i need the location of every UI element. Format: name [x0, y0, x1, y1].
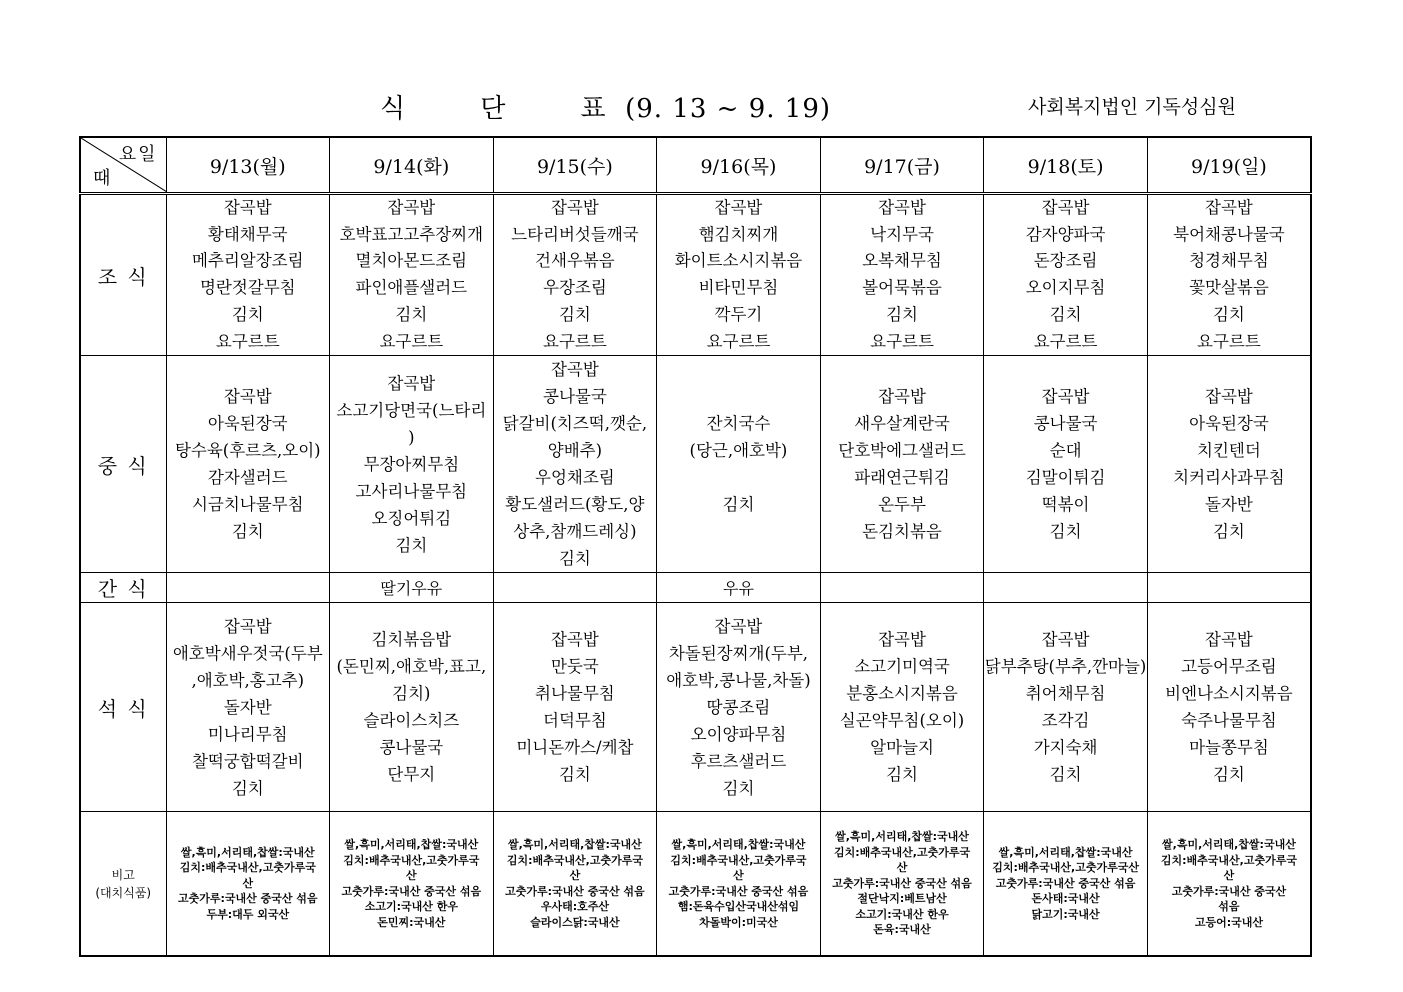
menu-item: 감자양파국 [1025, 224, 1106, 244]
menu-item: 고등어무조림 [1181, 657, 1277, 677]
lunch-cell [166, 356, 330, 573]
menu-item: 잡곡밥 [550, 360, 599, 380]
menu-item: 비엔나소시지볶음 [1165, 684, 1293, 704]
menu-item: 오복채무침 [862, 251, 942, 271]
menu-item: 잡곡밥 [714, 616, 763, 636]
note-line: 산 [242, 876, 254, 890]
menu-item: 김치 [722, 495, 755, 515]
menu-item: 탕수육(후르츠,오이) [174, 441, 321, 461]
menu-item: 김치볶음밥 [371, 630, 452, 650]
menu-item: 잡곡밥 [387, 373, 436, 393]
menu-item: 취나물무침 [535, 684, 615, 704]
snack-cell [1147, 573, 1311, 603]
menu-item: 잡곡밥 [878, 198, 926, 217]
menu-item: 요구르트 [1033, 331, 1098, 351]
notes-label-cell [80, 812, 166, 956]
menu-item: 김치 [231, 522, 264, 542]
note-line: 우사태:호주산 [540, 900, 609, 914]
menu-item: 오징어튀김 [371, 508, 452, 528]
note-line: 김치:배추국내산,고춧가루국 [343, 853, 480, 867]
day-header: 9/19(일) [1147, 137, 1311, 194]
menu-item: 숙주나물무침 [1181, 711, 1277, 731]
page-title: 식 단 표 (9. 13 ~ 9. 19) [380, 94, 832, 124]
meal-label: 석 식 [80, 603, 166, 812]
menu-item: 가지숙채 [1033, 738, 1098, 758]
dinner-cell [166, 603, 330, 812]
menu-item: 김치 [1049, 304, 1082, 324]
menu-item: 오이양파무침 [690, 724, 787, 744]
snack-row [80, 573, 1311, 603]
menu-item: 잡곡밥 [1205, 630, 1253, 650]
menu-item: 잡곡밥 [1205, 198, 1253, 217]
note-line: 쌀,흑미,서리태,찹쌀:국내산 [507, 838, 642, 852]
menu-item: 잡곡밥 [550, 198, 599, 217]
note-line: 김치:배추국내산,고춧가루국 [1160, 853, 1297, 867]
menu-item: 미니돈까스/케찹 [516, 738, 634, 758]
menu-item: 멸치아몬드조림 [355, 251, 468, 271]
meal-label: 간 식 [80, 573, 166, 603]
notes-row [80, 812, 1311, 956]
day-header: 9/14(화) [330, 137, 494, 194]
menu-item: 잡곡밥 [714, 198, 763, 217]
dinner-cell [820, 603, 984, 812]
menu-item: 요구르트 [706, 331, 771, 351]
menu-item: 콩나물국 [543, 387, 607, 407]
note-line: 고춧가루:국내산 중국산 섞음 [341, 884, 482, 898]
menu-item: 잡곡밥 [1205, 387, 1253, 407]
menu-item: 메추리알장조림 [191, 251, 304, 271]
note-line: 쌀,흑미,서리태,찹쌀:국내산 [344, 838, 479, 852]
menu-item: 김치) [392, 684, 431, 704]
menu-item: 잡곡밥 [550, 630, 599, 650]
menu-item: 후르츠샐러드 [690, 751, 787, 771]
note-line: 슬라이스닭:국내산 [530, 915, 620, 929]
menu-item: 아욱된장국 [1189, 414, 1269, 434]
menu-item: 애호박새우젓국(두부 [172, 643, 323, 663]
note-line: 소고기:국내산 한우 [364, 900, 458, 914]
menu-item: 볼어묵볶음 [862, 278, 942, 298]
menu-item: 잡곡밥 [878, 630, 926, 650]
menu-item: 마늘쫑무침 [1189, 738, 1269, 758]
menu-item: 양배추) [547, 441, 603, 461]
menu-item: 김치 [231, 778, 264, 798]
menu-item: 호박표고고추장찌개 [339, 224, 484, 244]
menu-item: 잔치국수 [706, 414, 771, 434]
day-header: 9/17(금) [820, 137, 984, 194]
note-line: 쌀,흑미,서리태,찹쌀:국내산 [998, 845, 1133, 859]
menu-item: 요구르트 [543, 331, 607, 351]
menu-item: 우엉채조림 [535, 468, 615, 488]
menu-item: 김치 [558, 765, 591, 785]
note-line: 소고기:국내산 한우 [855, 907, 949, 921]
menu-item: 콩나물국 [1033, 414, 1098, 434]
menu-item: 새우살계란국 [854, 414, 950, 434]
snack-cell [820, 573, 984, 603]
note-line: 쌀,흑미,서리태,찹쌀:국내산 [180, 845, 315, 859]
menu-item: 깍두기 [714, 304, 763, 324]
snack-cell [166, 573, 330, 603]
menu-item: 황태채무국 [207, 224, 288, 244]
menu-item: 닭갈비(치즈떡,깻순, [502, 414, 648, 434]
lunch-cell [984, 356, 1148, 573]
menu-item: 상추,참깨드레싱) [513, 522, 637, 542]
menu-item: 차돌된장찌개(두부, [668, 643, 809, 663]
dinner-row [80, 603, 1311, 812]
menu-item: 만둣국 [550, 657, 599, 677]
note-line: 두부:대두 외국산 [206, 907, 290, 921]
time-label: 때 [93, 168, 113, 189]
menu-item: 돈장조림 [1033, 251, 1098, 271]
notes-cell [984, 812, 1148, 956]
menu-item: 김치 [1049, 765, 1082, 785]
menu-item: 황도샐러드(황도,양 [505, 495, 645, 515]
day-header: 9/18(토) [984, 137, 1148, 194]
menu-item: 요구르트 [215, 331, 280, 351]
lunch-cell [330, 356, 494, 573]
lunch-cell [493, 356, 657, 573]
menu-item: 비타민무침 [698, 278, 779, 298]
note-line: 섞음 [1218, 900, 1240, 914]
note-line: 돈민찌:국내산 [377, 915, 446, 929]
menu-item: 더덕무침 [543, 711, 607, 731]
menu-item: 아욱된장국 [207, 414, 288, 434]
organization-name: 사회복지법인 기독성심원 [1028, 96, 1236, 118]
menu-item: 찰떡궁합떡갈비 [191, 751, 304, 771]
note-line: 산 [569, 869, 581, 883]
menu-item: 감자샐러드 [207, 468, 288, 488]
menu-item: 꽃맛살볶음 [1189, 278, 1269, 298]
menu-item: 잡곡밥 [1041, 630, 1090, 650]
menu-item: 요구르트 [1197, 331, 1261, 351]
menu-item: 김치 [395, 535, 428, 555]
breakfast-cell [984, 194, 1148, 356]
day-header: 9/13(월) [166, 137, 330, 194]
menu-item: 김치 [886, 765, 918, 785]
menu-item: 파래연근튀김 [854, 468, 950, 488]
note-line: 돈사태:국내산 [1031, 892, 1100, 906]
dinner-cell [1147, 603, 1311, 812]
lunch-row [80, 356, 1311, 573]
note-line: 고춧가루:국내산 중국산 섞음 [177, 892, 318, 906]
menu-item: 청경채무침 [1189, 251, 1269, 271]
menu-item: 알마늘지 [870, 738, 934, 758]
menu-item: 느타리버섯들깨국 [511, 224, 639, 244]
dinner-cell [657, 603, 821, 812]
note-line: 쌀,흑미,서리태,찹쌀:국내산 [1162, 838, 1296, 852]
note-line: 김치:배추국내산,고춧가루국산 [992, 861, 1139, 875]
menu-item: 실곤약무침(오이) [839, 711, 965, 731]
menu-item: 김치 [722, 778, 755, 798]
menu-item: 잡곡밥 [1041, 387, 1090, 407]
menu-item: 파인애플샐러드 [355, 278, 468, 298]
lunch-cell [657, 356, 821, 573]
notes-cell [820, 812, 984, 956]
menu-item: 낙지무국 [870, 224, 934, 244]
menu-item: 잡곡밥 [223, 616, 272, 636]
menu-item: 김치 [558, 549, 591, 569]
note-line: 고춧가루:국내산 중국산 [1171, 884, 1287, 898]
menu-item: 취어채무침 [1025, 684, 1106, 704]
breakfast-cell [493, 194, 657, 356]
note-line: 김치:배추국내산,고춧가루국 [670, 853, 807, 867]
menu-item: 햄김치찌개 [698, 224, 779, 244]
lunch-cell [1147, 356, 1311, 573]
note-line: 고춧가루:국내산 중국산 섞음 [668, 884, 809, 898]
menu-item: 우장조림 [543, 278, 607, 298]
menu-item: 잡곡밥 [223, 387, 272, 407]
menu-item: 단호박에그샐러드 [838, 441, 966, 461]
menu-item: (돈민찌,애호박,표고, [336, 657, 487, 677]
menu-item: ,애호박,홍고추) [191, 670, 305, 690]
lunch-cell [820, 356, 984, 573]
menu-item: 김치 [1212, 765, 1245, 785]
menu-item: 닭부추탕(부추,깐마늘) [984, 657, 1147, 677]
menu-table [79, 136, 1312, 957]
dinner-cell [984, 603, 1148, 812]
note-line: 돈육:국내산 [873, 923, 931, 937]
menu-item: 땅콩조림 [706, 697, 771, 717]
breakfast-cell [820, 194, 984, 356]
menu-item: 돌자반 [223, 697, 272, 717]
note-line: 산 [1223, 869, 1235, 883]
menu-item: 화이트소시지볶음 [674, 251, 803, 271]
note-line: 고등어:국내산 [1194, 915, 1264, 929]
menu-item: 김치 [395, 304, 428, 324]
notes-cell [1147, 812, 1311, 956]
menu-item: 요구르트 [379, 331, 444, 351]
menu-item: 오이지무침 [1025, 278, 1106, 298]
header-row [80, 137, 1311, 194]
notes-label-sub: (대치식품) [95, 885, 152, 900]
menu-item: 무장아찌무침 [363, 454, 460, 474]
note-line: 산 [406, 869, 417, 883]
dinner-cell [330, 603, 494, 812]
menu-item: ) [408, 427, 415, 447]
snack-cell: 우유 [657, 573, 821, 603]
day-header: 9/15(수) [493, 137, 657, 194]
menu-item: 소고기미역국 [854, 657, 950, 677]
menu-item: 김치 [886, 304, 918, 324]
note-line: 닭고기:국내산 [1031, 907, 1100, 921]
menu-item: 미나리무침 [207, 724, 288, 744]
menu-item: 돌자반 [1205, 495, 1253, 515]
menu-item: 김치 [1049, 522, 1082, 542]
menu-item: 잡곡밥 [1041, 198, 1090, 217]
note-line: 김치:배추국내산,고춧가루국 [506, 853, 643, 867]
day-header: 9/16(목) [657, 137, 821, 194]
menu-item: 순대 [1049, 441, 1082, 461]
meal-label: 조 식 [80, 194, 166, 356]
menu-item: 치커리사과무침 [1173, 468, 1285, 488]
menu-item: 단무지 [387, 765, 436, 785]
menu-item: 조각김 [1041, 711, 1090, 731]
menu-item: 콩나물국 [379, 738, 444, 758]
breakfast-row [80, 194, 1311, 356]
note-line: 고춧가루:국내산 중국산 섞음 [995, 876, 1136, 890]
menu-item: 돈김치볶음 [862, 522, 942, 542]
breakfast-cell [1147, 194, 1311, 356]
menu-item: 건새우볶음 [535, 251, 615, 271]
note-line: 쌀,흑미,서리태,찹쌀:국내산 [671, 838, 806, 852]
menu-item: 잡곡밥 [223, 198, 272, 217]
menu-item: 김치 [1212, 522, 1245, 542]
snack-cell: 딸기우유 [330, 573, 494, 603]
snack-cell [493, 573, 657, 603]
breakfast-cell [657, 194, 821, 356]
menu-item: 떡볶이 [1041, 495, 1090, 515]
note-line: 산 [733, 869, 744, 883]
note-line: 고춧가루:국내산 중국산 섞음 [505, 884, 645, 898]
breakfast-cell [330, 194, 494, 356]
note-line: 김치:배추국내산,고춧가루국 [833, 845, 971, 859]
menu-item: 온두부 [878, 495, 926, 515]
notes-cell [493, 812, 657, 956]
menu-item: 슬라이스치즈 [363, 711, 460, 731]
notes-label: 비고 [111, 867, 135, 882]
menu-item: 김치 [231, 304, 264, 324]
notes-cell [330, 812, 494, 956]
note-line: 김치:배추국내산,고춧가루국 [179, 861, 316, 875]
note-line: 절단낙지:베트남산 [857, 892, 947, 906]
menu-item: 소고기당면국(느타리 [336, 400, 487, 420]
menu-item: 고사리나물무침 [355, 481, 468, 501]
note-line: 고춧가루:국내산 중국산 섞음 [832, 876, 972, 890]
menu-item: 김치 [1212, 304, 1245, 324]
corner-cell [80, 137, 166, 194]
meal-label: 중 식 [80, 356, 166, 573]
menu-item: 분홍소시지볶음 [846, 684, 958, 704]
menu-item: (당근,애호박) [689, 441, 788, 461]
menu-item: 시금치나물무침 [191, 495, 304, 515]
menu-item: 요구르트 [870, 331, 934, 351]
note-line: 햄:돈육수입산국내산섞임 [677, 900, 800, 914]
notes-cell [166, 812, 330, 956]
menu-item: 애호박,콩나물,차돌) [666, 670, 811, 690]
dinner-cell [493, 603, 657, 812]
menu-item: 북어채콩나물국 [1173, 224, 1285, 244]
day-label: 요일 [118, 144, 158, 165]
note-line: 쌀,흑미,서리태,찹쌀:국내산 [835, 830, 969, 844]
note-line: 차돌박이:미국산 [699, 915, 778, 929]
menu-item: 잡곡밥 [387, 198, 436, 217]
note-line: 산 [896, 861, 908, 875]
menu-item: 김말이튀김 [1025, 468, 1106, 488]
menu-item: 잡곡밥 [878, 387, 926, 407]
menu-item: 김치 [558, 304, 591, 324]
notes-cell [657, 812, 821, 956]
menu-item: 치킨텐더 [1197, 441, 1261, 461]
breakfast-cell [166, 194, 330, 356]
snack-cell [984, 573, 1148, 603]
menu-item: 명란젓갈무침 [199, 278, 296, 298]
